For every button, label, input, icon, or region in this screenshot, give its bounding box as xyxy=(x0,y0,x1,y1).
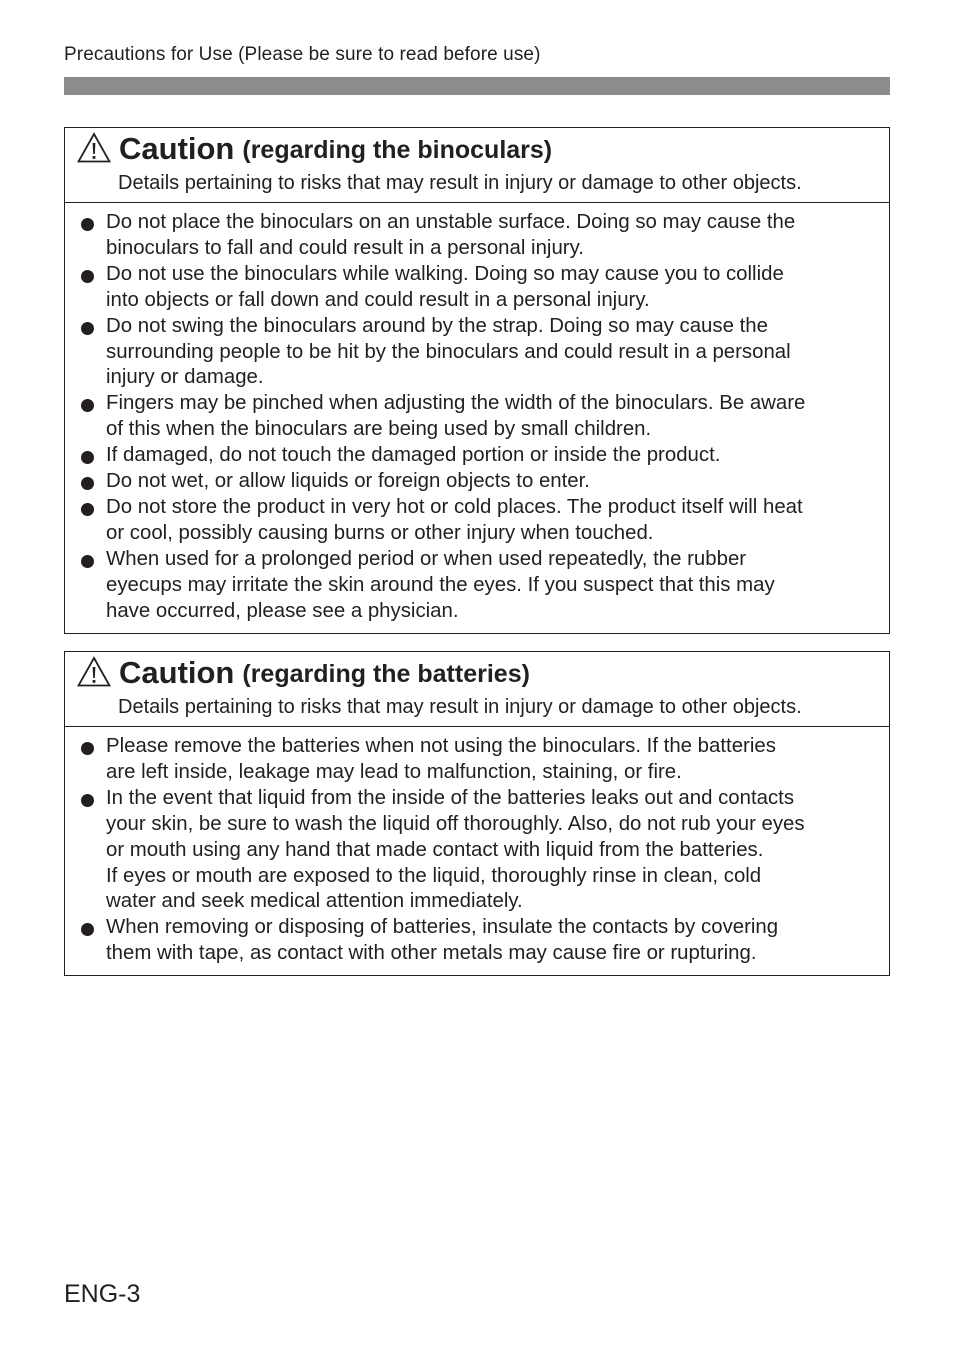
bullet-icon xyxy=(81,555,94,568)
list-item xyxy=(79,915,877,967)
bullet-icon xyxy=(81,503,94,516)
list-item xyxy=(79,469,877,495)
bullet-icon xyxy=(81,742,94,755)
list-item xyxy=(79,495,877,547)
list-item xyxy=(79,734,877,786)
list-item xyxy=(79,314,877,392)
list-item xyxy=(79,547,877,625)
list-item-text: In the event that liquid from the inside of the batteries leaks out and contacts xyxy=(106,786,795,809)
list-item-text: or cool, possibly causing burns or other injury when touched. xyxy=(106,521,654,544)
caution-title-line xyxy=(65,652,889,690)
list-item xyxy=(79,443,877,469)
list-item-text: Do not store the product in very hot or cold places. The product itself will heat xyxy=(106,495,803,518)
running-header: Precautions for Use (Please be sure to read before use) xyxy=(64,44,541,65)
caution-box-binoculars xyxy=(64,127,890,634)
warning-triangle-icon xyxy=(77,132,111,164)
bullet-icon xyxy=(81,399,94,412)
list-item-text: are left inside, leakage may lead to malfunction, staining, or fire. xyxy=(106,760,682,783)
list-item-text: When removing or disposing of batteries, insulate the contacts by covering xyxy=(106,916,779,939)
caution-list xyxy=(65,203,889,633)
list-item-text: surrounding people to be hit by the binoculars and could result in a personal xyxy=(106,340,791,363)
list-item-text: or mouth using any hand that made contact with liquid from the batteries. xyxy=(106,838,764,861)
caution-description: Details pertaining to risks that may result in injury or damage to other objects. xyxy=(118,696,802,718)
list-item-text: into objects or fall down and could result in a personal injury. xyxy=(106,288,650,311)
bullet-icon xyxy=(81,477,94,490)
warning-triangle-icon xyxy=(77,656,111,688)
list-item-text: injury or damage. xyxy=(106,366,264,389)
list-item-text: them with tape, as contact with other metals may cause fire or rupturing. xyxy=(106,942,757,965)
bullet-icon xyxy=(81,923,94,936)
list-item-text: of this when the binoculars are being used by small children. xyxy=(106,418,652,441)
caution-box-header xyxy=(65,652,889,727)
page-number: ENG-3 xyxy=(64,1280,141,1308)
list-item-text: have occurred, please see a physician. xyxy=(106,599,459,622)
list-item-text: Do not swing the binoculars around by the strap. Doing so may cause the xyxy=(106,314,768,337)
list-item-text: Please remove the batteries when not using the binoculars. If the batteries xyxy=(106,735,776,757)
caution-list xyxy=(65,727,889,975)
bullet-icon xyxy=(81,322,94,335)
caution-subtitle: (regarding the batteries) xyxy=(242,660,530,688)
caution-title: Caution xyxy=(119,655,235,690)
list-item-text: Do not place the binoculars on an unstable surface. Doing so may cause the xyxy=(106,211,796,233)
caution-title: Caution xyxy=(119,131,235,166)
bullet-icon xyxy=(81,270,94,283)
list-item-text: Do not wet, or allow liquids or foreign objects to enter. xyxy=(106,470,590,493)
list-item-text: water and seek medical attention immediately. xyxy=(106,890,523,913)
caution-subtitle: (regarding the binoculars) xyxy=(242,136,553,164)
header-rule xyxy=(64,77,890,95)
list-item-text: If eyes or mouth are exposed to the liquid, thoroughly rinse in clean, cold xyxy=(106,864,762,887)
list-item xyxy=(79,391,877,443)
list-item-text: eyecups may irritate the skin around the eyes. If you suspect that this may xyxy=(106,573,775,596)
list-item-text: binoculars to fall and could result in a personal injury. xyxy=(106,236,584,259)
caution-box-batteries xyxy=(64,651,890,976)
bullet-icon xyxy=(81,218,94,231)
list-item-text: your skin, be sure to wash the liquid off thoroughly. Also, do not rub your eyes xyxy=(106,812,805,835)
bullet-icon xyxy=(81,794,94,807)
list-item xyxy=(79,210,877,262)
list-item xyxy=(79,786,877,916)
caution-box-header xyxy=(65,128,889,203)
caution-title-line xyxy=(65,128,889,166)
list-item-text: Do not use the binoculars while walking. Doing so may cause you to collide xyxy=(106,262,784,285)
bullet-icon xyxy=(81,451,94,464)
list-item-text: Fingers may be pinched when adjusting the width of the binoculars. Be aware xyxy=(106,392,806,415)
caution-description: Details pertaining to risks that may result in injury or damage to other objects. xyxy=(118,172,802,194)
list-item-text: If damaged, do not touch the damaged portion or inside the product. xyxy=(106,444,721,467)
list-item xyxy=(79,262,877,314)
list-item-text: When used for a prolonged period or when used repeatedly, the rubber xyxy=(106,547,747,570)
